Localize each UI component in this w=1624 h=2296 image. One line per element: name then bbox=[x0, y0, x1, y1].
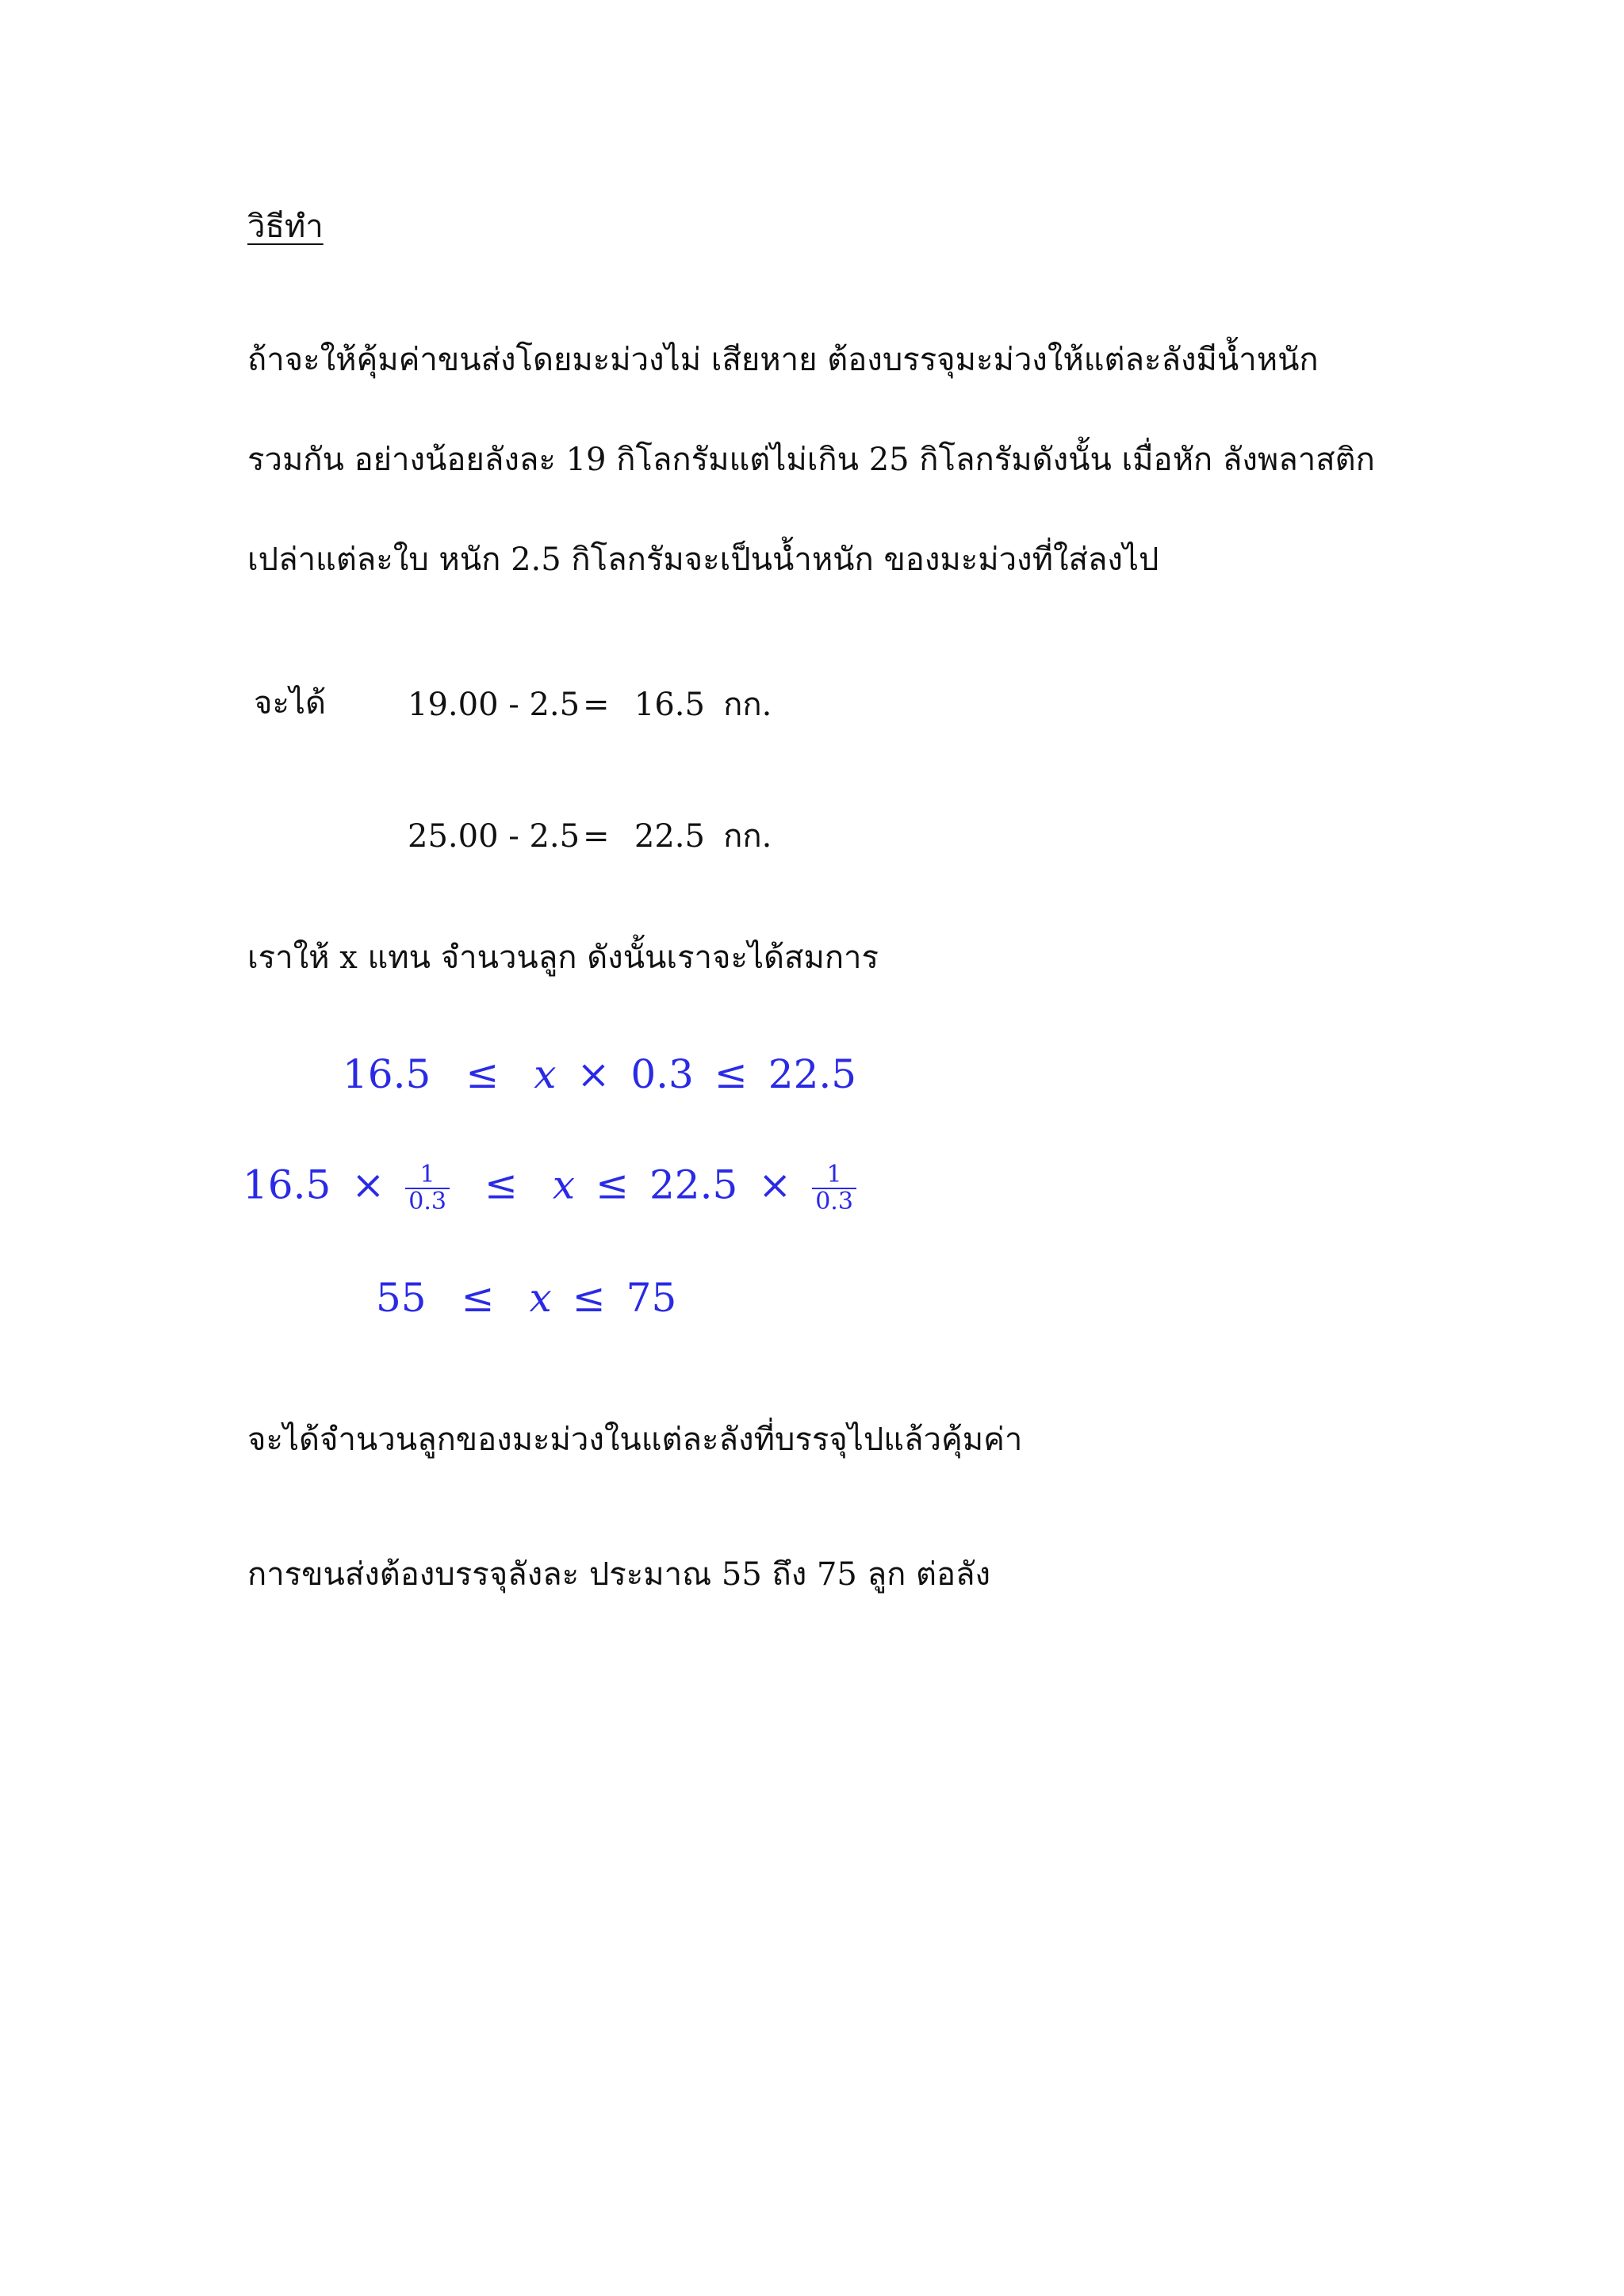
eq3-left: 55 bbox=[376, 1275, 427, 1321]
eq3-var: x bbox=[529, 1275, 552, 1321]
conclusion-line: การขนส่งต้องบรรจุลังละ ประมาณ 55 ถึง 75 ลูก ต่อลัง bbox=[247, 1556, 991, 1593]
eq2-var: x bbox=[552, 1161, 576, 1208]
eq2-times2: × bbox=[758, 1161, 792, 1208]
calc-expression: 25.00 - 2.5 bbox=[408, 818, 580, 855]
equation-3 bbox=[376, 1275, 677, 1321]
eq3-le2: ≤ bbox=[572, 1275, 606, 1321]
equation-1 bbox=[343, 1051, 857, 1097]
fraction-numerator: 1 bbox=[812, 1162, 856, 1189]
eq2-right: 22.5 bbox=[649, 1161, 738, 1208]
let-statement: เราให้ x แทน จำนวนลูก ดังนั้นเราจะได้สมการ bbox=[247, 939, 879, 976]
eq1-right: 22.5 bbox=[768, 1051, 857, 1097]
eq2-le2: ≤ bbox=[596, 1161, 629, 1208]
eq2-fraction-2 bbox=[812, 1162, 856, 1214]
heading-title: วิธีทำ bbox=[247, 209, 324, 245]
calc-unit: กก. bbox=[723, 687, 772, 723]
calc-unit: กก. bbox=[723, 818, 772, 855]
fraction-denominator: 0.3 bbox=[408, 1187, 446, 1215]
calc-equals: = bbox=[582, 818, 610, 855]
calc-row bbox=[408, 810, 787, 861]
fraction-numerator: 1 bbox=[405, 1162, 450, 1189]
paragraph-line: รวมกัน อย่างน้อยลังละ 19 กิโลกรัมแต่ไม่เกิน 25 กิโลกรัมดังนั้น เมื่อหัก ลังพลาสติก bbox=[247, 442, 1375, 478]
eq2-times: × bbox=[351, 1161, 385, 1208]
eq1-le: ≤ bbox=[465, 1051, 500, 1097]
calc-value: 16.5 bbox=[634, 687, 705, 723]
calc-value: 22.5 bbox=[634, 818, 705, 855]
calc-row bbox=[408, 679, 787, 729]
fraction-denominator: 0.3 bbox=[815, 1187, 853, 1215]
eq1-var: x bbox=[534, 1051, 557, 1097]
eq2-le: ≤ bbox=[484, 1161, 518, 1208]
eq1-coef: 0.3 bbox=[630, 1051, 694, 1097]
calc-equals: = bbox=[582, 687, 610, 723]
paragraph-line: ถ้าจะให้คุ้มค่าขนส่งโดยมะม่วงไม่ เสียหาย ต้องบรรจุมะม่วงให้แต่ละลังมีน้ำหนัก bbox=[247, 342, 1319, 378]
eq1-times: × bbox=[576, 1051, 611, 1097]
result-label: จะได้ bbox=[254, 685, 327, 721]
paragraph-line: เปล่าแต่ละใบ หนัก 2.5 กิโลกรัมจะเป็นน้ำหนัก ของมะม่วงที่ใส่ลงไป bbox=[247, 541, 1159, 578]
eq3-right: 75 bbox=[626, 1275, 677, 1321]
eq1-le2: ≤ bbox=[714, 1051, 748, 1097]
eq1-left: 16.5 bbox=[343, 1051, 431, 1097]
calc-expression: 19.00 - 2.5 bbox=[408, 687, 580, 723]
conclusion-line: จะได้จำนวนลูกของมะม่วงในแต่ละลังที่บรรจุไปแล้วคุ้มค่า bbox=[247, 1422, 1023, 1458]
eq2-fraction bbox=[405, 1162, 450, 1214]
eq3-le: ≤ bbox=[461, 1275, 495, 1321]
equation-2 bbox=[243, 1162, 856, 1214]
eq2-left: 16.5 bbox=[243, 1161, 331, 1208]
